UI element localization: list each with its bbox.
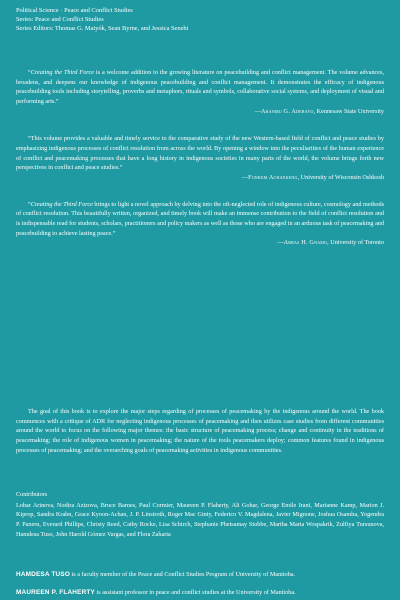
editor-bio-text: is assistant professor in peace and conflict studies at the University of Manitoba. [94,589,296,596]
contributors [16,490,384,540]
editor-name: HAMDESA TUSO [16,571,70,578]
quote-attribution: —Fonkem Achankeng, University of Wisconsin Oshkosh [241,174,384,182]
editor-bio [16,570,386,580]
book-description: The goal of this book is to explore the major steps regarding of processes of peacemaking by the indigenous around the world. The book commences with a critique of ADR for neglecting indigenous processes of peacemaking and then utilizes case studies from different communities around the world to focus on the following major themes: the basic structure of peacemaking process; change and continuity in the traditions of peacemaking; the role of indigenous women in peacemaking; the nature of the tools peacemakers deploy; common features found in indigenous processes of peacemaking; and the overarching goals of peacemaking activities in indigenous communities. [16,408,384,454]
editor-bio-text: is a faculty member of the Peace and Conflict Studies Program of University of Manitoba. [70,571,296,578]
series-editors: Series Editors: Thomas G. Matyók, Sean Byrne, and Jessica Senehi [16,25,189,32]
editor-name: MAUREEN P. FLAHERTY [16,589,95,596]
quote-attribution: —Akanmu G. Adebayo, Kennesaw State University [254,107,384,115]
series-subject: Political Science · Peace and Conflict Studies [16,7,133,14]
endorsement-quote [16,134,384,182]
book-title: Creating the Third Force [30,69,94,76]
quote-body: “Creating the Third Force is a welcome addition to the growing literature on peacebuilding and conflict management. The volume advances, broadens, and deepens our knowledge of indigenous peacebuilding and conflict management. It demonstrates the efficacy of indigenous peacebuilding tools including storytelling, proverbs and metaphors, rituals and symbols, collaborative social systems, and deployment of visual and performing arts.” [16,69,385,106]
series-info [16,6,386,33]
endorsement-quote [16,68,384,116]
quote-text: brings to light a novel approach by delving into the oft-neglected role of indigenous culture, cosmology and methods of conflict resolution. This beautifully written, organized, and timely book will make an immense contribution to the field of conflict resolution and is indispensable read for students, scholars, practitioners and policy makers as well as those who are engaged in an arduous task of peacemaking and peacebuilding to achieve lasting peace.” [16,200,385,237]
quote-body: “Creating the Third Force brings to light a novel approach by delving into the oft-neglected role of indigenous culture, cosmology and methods of conflict resolution. This beautifully written, organized, and timely book will make an immense contribution to the field of conflict resolution and is indispensable read for students, scholars, practitioners and policy makers as well as those who are engaged in an arduous task of peacemaking and peacebuilding to achieve lasting peace.” [16,200,385,237]
quote-affiliation: , University of Toronto [327,239,384,247]
editor-bio [16,588,386,598]
contributors-heading: Contributors [16,491,48,498]
quote-affiliation: , University of Wisconsin Oshkosh [297,174,384,182]
quote-author: Abbas H. Gnamo [283,239,328,247]
quote-affiliation: , Kennesaw State University [313,107,384,115]
contributors-list: Lobar Arinova, Nodira Azizova, Bruce Barnes, Paul Cormier, Maureen P. Flaherty, Ali Gohar, George Emile Irani, Marianne Kamp, Marion J. Kiprop, Sandra Krahn, Grace Kyoon-Achan, J. P. Linstroth, Roger Mac Ginty, Federico V. Magdalena, Javier Mignone, Joshua Osamba, Yogendra P. Paneru, Everard Phillips, Christy Reed, Cathy Rocke, Lisa Schirch, Stephanie Phetsamay Stobbe, Martha Maria Wospakrik, Zulfiya Tursunova, Hamdesa Tuso, John Harold Gómez Vargas, and Flora Zaharia [16,501,384,538]
quote-author: Fonkem Achankeng [248,174,298,182]
endorsements [16,68,384,248]
quote-author: Akanmu G. Adebayo [261,107,314,115]
quote-text: is a welcome addition to the growing literature on peacebuilding and conflict management. The volume advances, broadens, and deepens our knowledge of indigenous peacebuilding and conflict management. It demonstrates the efficacy of indigenous peacebuilding tools including storytelling, proverbs and metaphors, rituals and symbols, collaborative social systems, and deployment of visual and performing arts.” [16,69,385,106]
book-title: Creating the Third Force [30,200,93,208]
endorsement-quote [16,200,384,248]
quote-attribution: —Abbas H. Gnamo, University of Toronto [277,239,384,247]
series-name: Series: Peace and Conflict Studies [16,16,104,23]
quote-text: “This volume provides a valuable and timely service to the comparative study of the new Western-based field of conflict and peace studies by emphasizing indigenous processes of conflict resolution from across the world. By opening a window into the peculiarities of the human experience of conflict and peacemaking processes that have a long history in indigenous societies in many parts of the world, the volume brings forth new perspectives in conflict and peace studies.” [16,135,384,172]
